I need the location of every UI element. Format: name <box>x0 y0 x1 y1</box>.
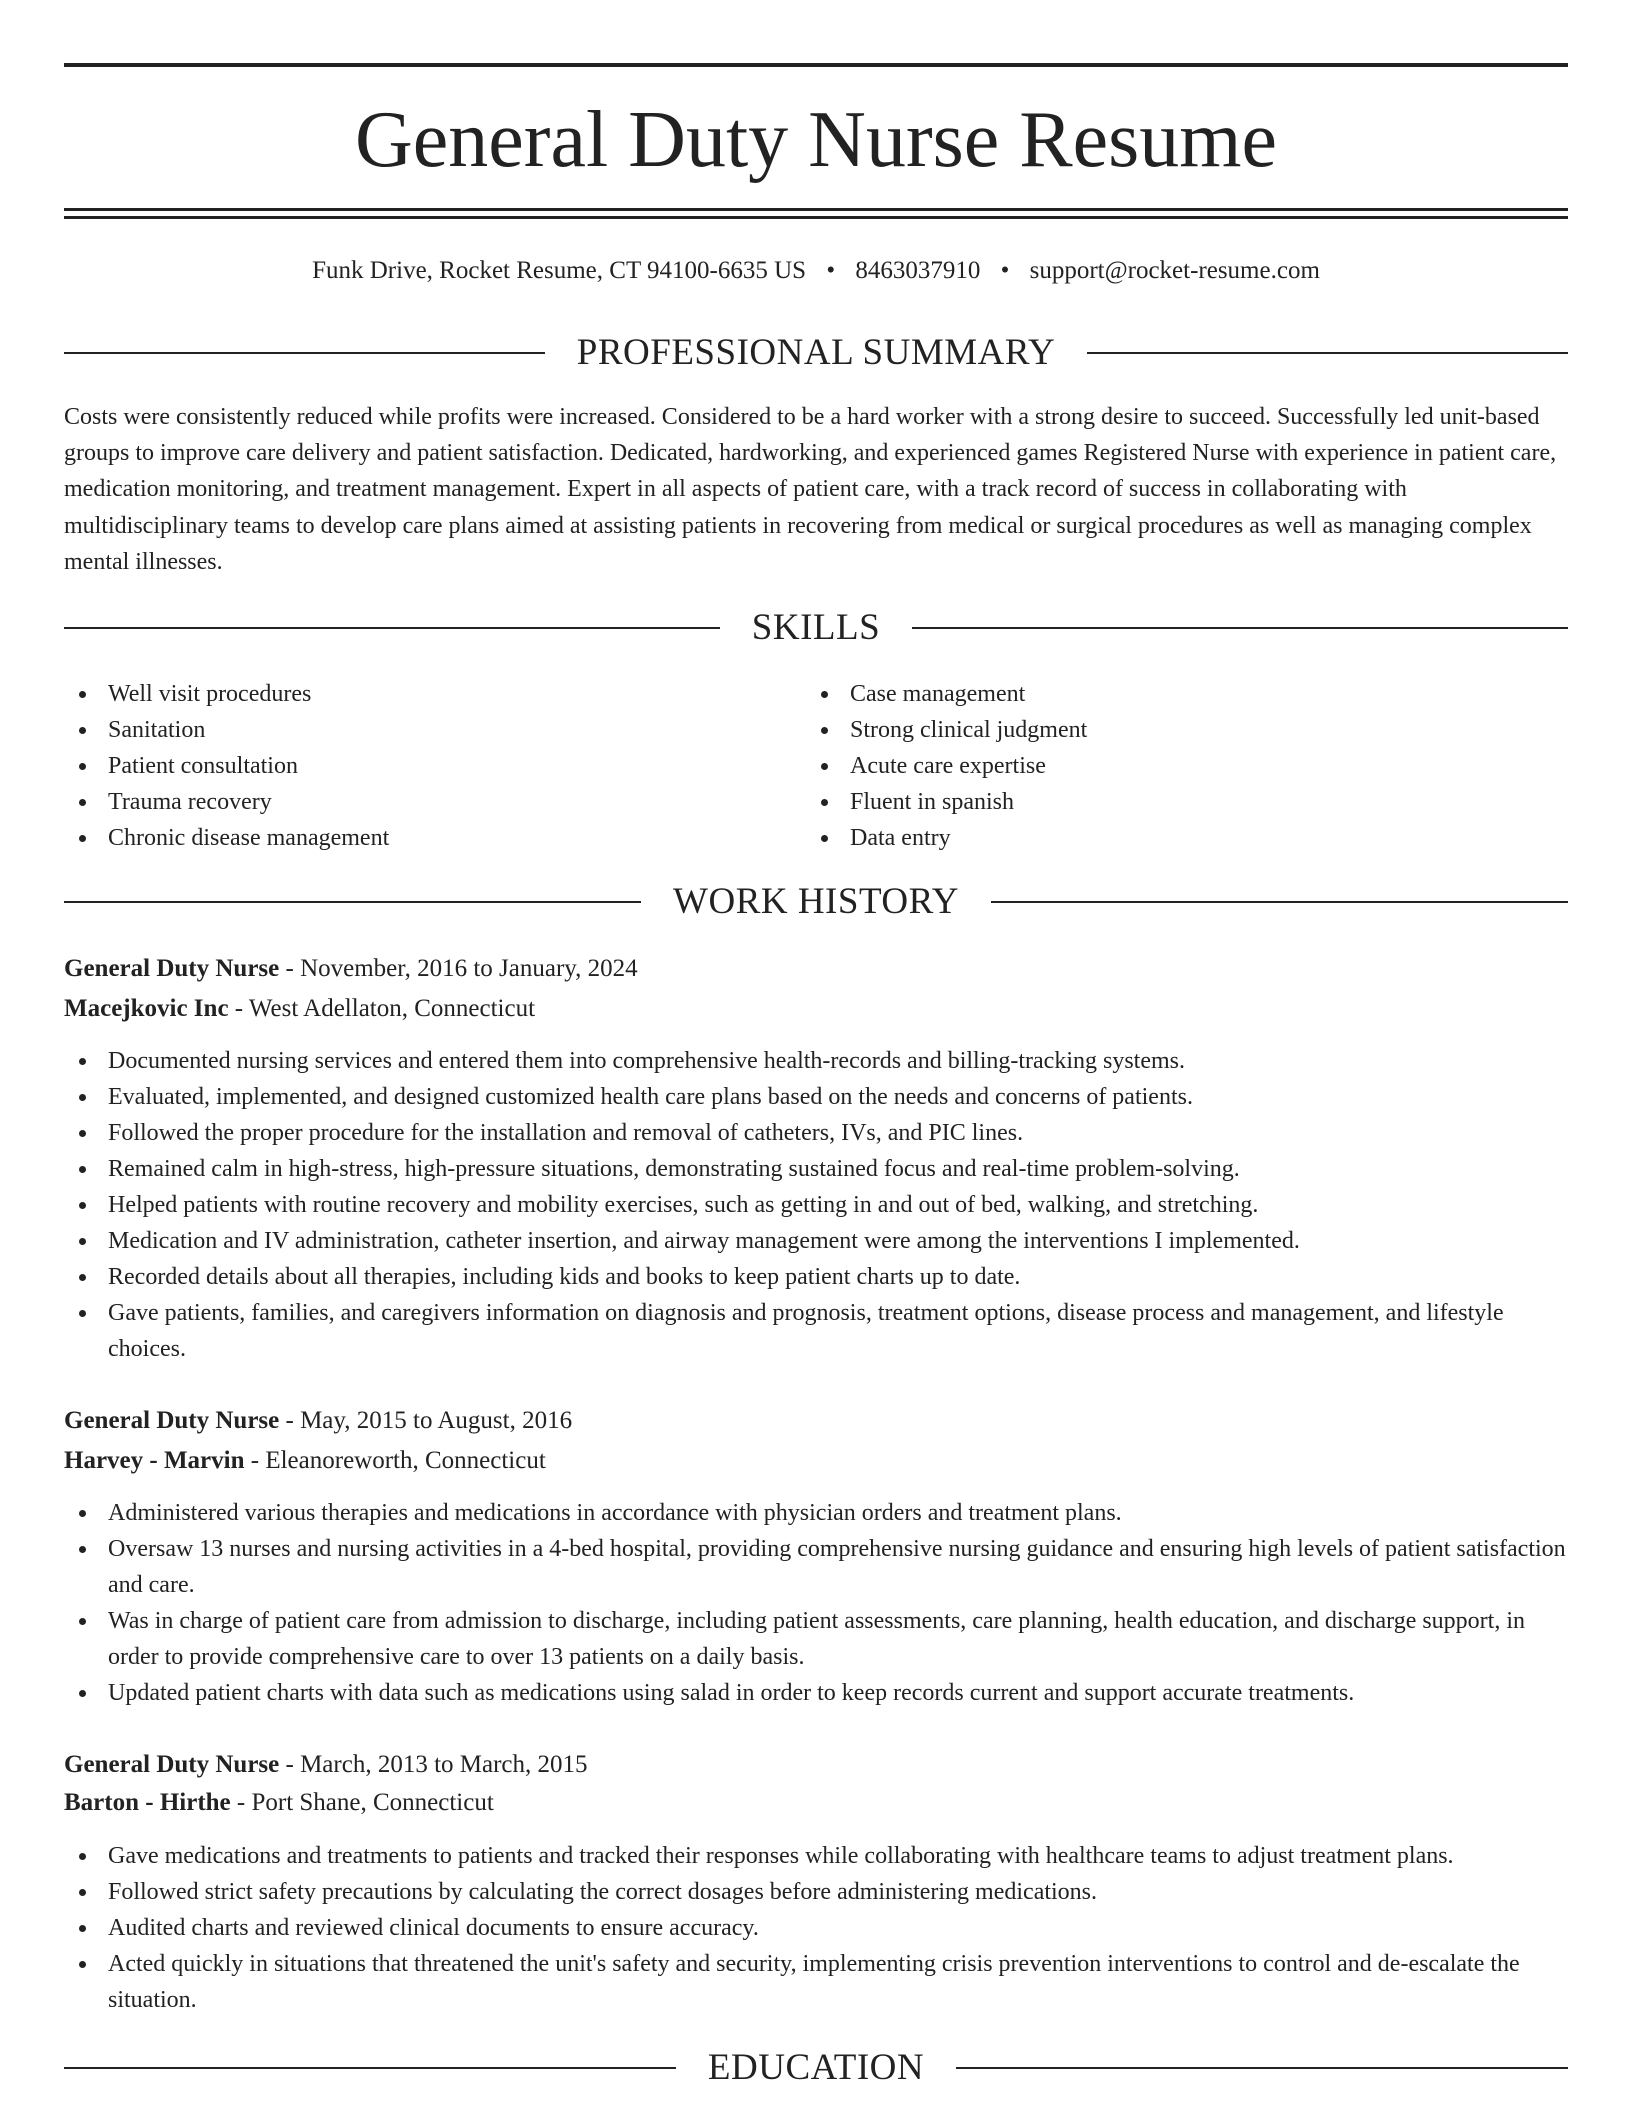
job-duty: Recorded details about all therapies, including kids and books to keep patient charts up to date. <box>64 1259 1568 1295</box>
contact-phone: 8463037910 <box>855 257 981 284</box>
job-duty: Was in charge of patient care from admission to discharge, including patient assessments, care planning, health education, and discharge support, in order to provide comprehensive care to over 13 patients on a daily basis. <box>64 1603 1568 1675</box>
divider-line <box>956 2067 1568 2069</box>
job-company: Macejkovic Inc <box>64 995 229 1022</box>
top-rule <box>64 63 1568 67</box>
section-title: PROFESSIONAL SUMMARY <box>576 332 1056 373</box>
job-location: - Port Shane, Connecticut <box>230 1789 494 1816</box>
divider-line <box>64 627 720 629</box>
job-company-line <box>64 1783 494 1823</box>
job-title: General Duty Nurse <box>64 1751 280 1778</box>
job-duty: Administered various therapies and medications in accordance with physician orders and treatment plans. <box>64 1495 1568 1531</box>
job-duty: Medication and IV administration, catheter insertion, and airway management were among the interventions I implemented. <box>64 1223 1568 1259</box>
job-dates: - November, 2016 to January, 2024 <box>279 955 638 982</box>
job-duty: Audited charts and reviewed clinical documents to ensure accuracy. <box>64 1910 1568 1946</box>
job-title-line <box>64 1401 572 1441</box>
title-double-rule <box>64 208 1568 219</box>
contact-separator: • <box>826 257 836 284</box>
skill-item: Chronic disease management <box>64 820 389 856</box>
skill-item: Trauma recovery <box>64 784 389 820</box>
summary-text: Costs were consistently reduced while profits were increased. Considered to be a hard worker with a strong desire to succeed. Successfully led unit-based groups to improve care delivery and patient satisfaction. Dedicated, hardworking, and experienced games Registered Nurse with experience in patient care, medication monitoring, and treatment management. Expert in all aspects of patient care, with a track record of success in collaborating with multidisciplinary teams to develop care plans aimed at assisting patients in recovering from medical or surgical procedures as well as managing complex mental illnesses. <box>64 404 1557 575</box>
job-duty: Gave patients, families, and caregivers information on diagnosis and prognosis, treatment options, disease process and management, and lifestyle choices. <box>64 1295 1568 1367</box>
job-duty: Acted quickly in situations that threatened the unit's safety and security, implementing crisis prevention interventions to control and de-escalate the situation. <box>64 1946 1568 2018</box>
contact-line <box>64 254 1568 288</box>
divider-line <box>64 2067 676 2069</box>
job-dates: - March, 2013 to March, 2015 <box>279 1751 588 1778</box>
job-duties-list <box>64 1495 1568 1711</box>
divider-line <box>64 352 545 354</box>
skill-item: Fluent in spanish <box>806 784 1087 820</box>
job-duty: Evaluated, implemented, and designed customized health care plans based on the needs and concerns of patients. <box>64 1079 1568 1115</box>
job-title: General Duty Nurse <box>64 1407 280 1434</box>
job-duty: Remained calm in high-stress, high-pressure situations, demonstrating sustained focus and real-time problem-solving. <box>64 1151 1568 1187</box>
job-duty: Followed strict safety precautions by calculating the correct dosages before administering medications. <box>64 1874 1568 1910</box>
job-duties-list <box>64 1043 1568 1367</box>
job-duty: Helped patients with routine recovery and mobility exercises, such as getting in and out of bed, walking, and stretching. <box>64 1187 1568 1223</box>
skill-item: Case management <box>806 676 1087 712</box>
job-title-line <box>64 949 638 989</box>
skills-list-left <box>64 676 389 856</box>
contact-separator: • <box>1000 257 1010 284</box>
divider-line <box>912 627 1568 629</box>
job-duties-list <box>64 1838 1568 2018</box>
job-location: - West Adellaton, Connecticut <box>228 995 536 1022</box>
job-duty: Updated patient charts with data such as medications using salad in order to keep records current and support accurate treatments. <box>64 1675 1568 1711</box>
skill-item: Acute care expertise <box>806 748 1087 784</box>
section-title: SKILLS <box>751 607 881 648</box>
job-company: Barton - Hirthe <box>64 1789 231 1816</box>
job-duty: Documented nursing services and entered them into comprehensive health-records and billing-tracking systems. <box>64 1043 1568 1079</box>
skill-item: Strong clinical judgment <box>806 712 1087 748</box>
divider-line <box>1087 352 1568 354</box>
section-title: EDUCATION <box>707 2047 925 2088</box>
contact-address: Funk Drive, Rocket Resume, CT 94100-6635 US <box>312 257 807 284</box>
job-location: - Eleanoreworth, Connecticut <box>244 1447 546 1474</box>
job-duty: Oversaw 13 nurses and nursing activities in a 4-bed hospital, providing comprehensive nursing guidance and ensuring high levels of patient satisfaction and care. <box>64 1531 1568 1603</box>
skill-item: Well visit procedures <box>64 676 389 712</box>
section-heading-summary <box>64 330 1568 376</box>
section-heading-work <box>64 879 1568 925</box>
section-heading-education <box>64 2045 1568 2091</box>
job-dates: - May, 2015 to August, 2016 <box>279 1407 573 1434</box>
divider-line <box>991 901 1568 903</box>
divider-line <box>64 901 641 903</box>
skill-item: Patient consultation <box>64 748 389 784</box>
job-duty: Followed the proper procedure for the installation and removal of catheters, IVs, and PIC lines. <box>64 1115 1568 1151</box>
skills-list-right <box>806 676 1087 856</box>
skill-item: Data entry <box>806 820 1087 856</box>
section-title: WORK HISTORY <box>673 881 959 922</box>
contact-email[interactable]: support@rocket-resume.com <box>1029 257 1320 284</box>
job-duty: Gave medications and treatments to patients and tracked their responses while collaborating with healthcare teams to adjust treatment plans. <box>64 1838 1568 1874</box>
job-company: Harvey - Marvin <box>64 1447 245 1474</box>
section-heading-skills <box>64 605 1568 651</box>
job-company-line <box>64 1441 546 1481</box>
job-title: General Duty Nurse <box>64 955 280 982</box>
resume-title: General Duty Nurse Resume <box>355 96 1277 184</box>
job-company-line <box>64 989 535 1029</box>
skill-item: Sanitation <box>64 712 389 748</box>
job-title-line <box>64 1745 588 1785</box>
